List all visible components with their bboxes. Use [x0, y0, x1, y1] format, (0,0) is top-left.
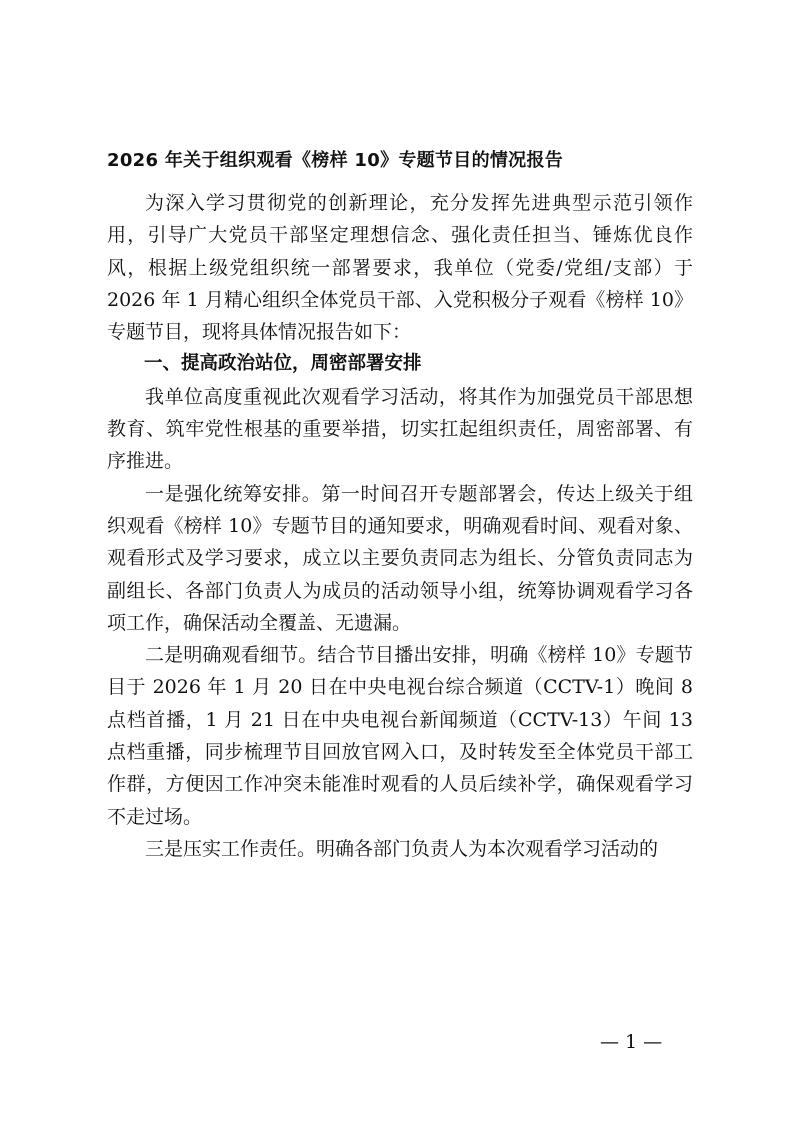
- body-paragraph: 三是压实工作责任。明确各部门负责人为本次观看学习活动的: [145, 837, 659, 860]
- body-paragraph: 二是明确观看细节。结合节目播出安排，明确《榜样 10》专题节目于 2026 年 1 月 20 日在中央电视台综合频道（CCTV-1）晚间 8 点档首播，1 月 21 日在中央电视台新闻频道（CCTV-13）午间 13 点档重播，同步梳理节目回放官网入口，及时转发至全体党员干部工作群，方便因工作冲突未能准时观看的人员后续补学，确保观看学习不走过场。: [107, 644, 693, 828]
- section-heading-1: 一、提高政治站位，周密部署安排: [144, 353, 422, 375]
- page-number: — 1 —: [600, 1031, 663, 1053]
- body-paragraph: 我单位高度重视此次观看学习活动，将其作为加强党员干部思想教育、筑牢党性根基的重要举措，切实扛起组织责任，周密部署、有序推进。: [107, 385, 693, 473]
- document-body: [107, 187, 693, 865]
- intro-paragraph: 为深入学习贯彻党的创新理论，充分发挥先进典型示范引领作用，引导广大党员干部坚定理想信念、强化责任担当、锤炼优良作风，根据上级党组织统一部署要求，我单位（党委/党组/支部）于 2026 年 1 月精心组织全体党员干部、入党积极分子观看《榜样 10》专题节目，现将具体情况报告如下：: [107, 192, 693, 344]
- body-paragraph: 一是强化统筹安排。第一时间召开专题部署会，传达上级关于组织观看《榜样 10》专题节目的通知要求，明确观看时间、观看对象、观看形式及学习要求，成立以主要负责同志为组长、分管负责同志为副组长、各部门负责人为成员的活动领导小组，统筹协调观看学习各项工作，确保活动全覆盖、无遗漏。: [107, 482, 693, 634]
- document-title: 2026 年关于组织观看《榜样 10》专题节目的情况报告: [107, 150, 564, 171]
